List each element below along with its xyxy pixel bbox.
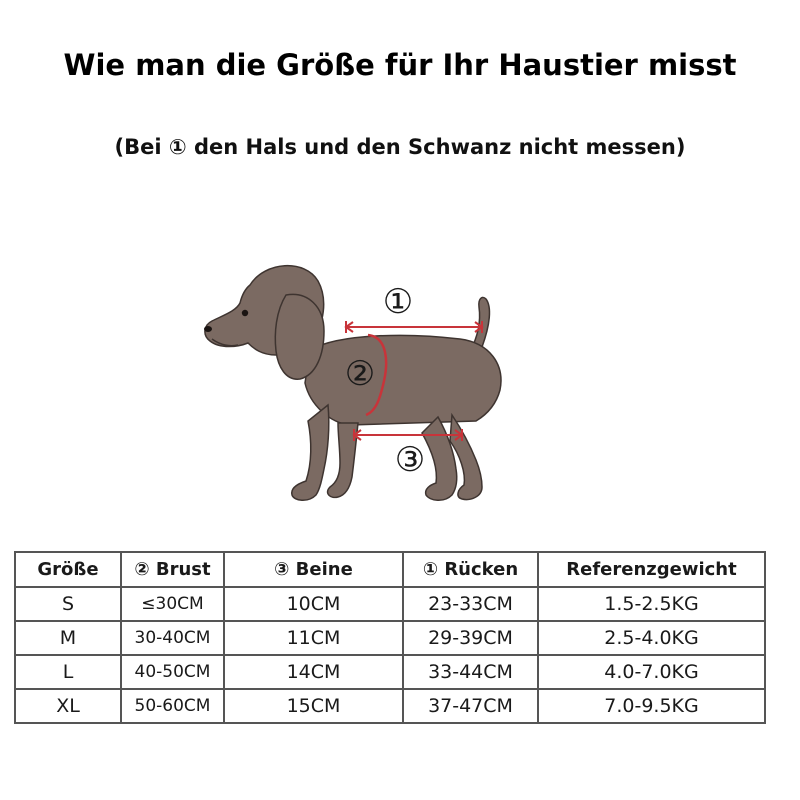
size-table bbox=[14, 551, 766, 724]
back-measurement-line bbox=[346, 321, 482, 333]
cell-size: S bbox=[15, 587, 121, 621]
header-size: Größe bbox=[15, 552, 121, 587]
dog-body bbox=[305, 335, 501, 425]
cell-legs: 14CM bbox=[224, 655, 403, 689]
cell-size: L bbox=[15, 655, 121, 689]
table-row bbox=[15, 689, 765, 723]
cell-back: 33-44CM bbox=[403, 655, 538, 689]
dog-front-leg-front bbox=[292, 405, 329, 500]
cell-chest: 50-60CM bbox=[121, 689, 224, 723]
cell-size: XL bbox=[15, 689, 121, 723]
header-legs: ③ Beine bbox=[224, 552, 403, 587]
cell-weight: 4.0-7.0KG bbox=[538, 655, 765, 689]
cell-back: 23-33CM bbox=[403, 587, 538, 621]
page-title: Wie man die Größe für Ihr Haustier misst bbox=[63, 48, 737, 82]
cell-legs: 15CM bbox=[224, 689, 403, 723]
table-row bbox=[15, 621, 765, 655]
chest-marker: ② bbox=[344, 354, 376, 394]
cell-weight: 2.5-4.0KG bbox=[538, 621, 765, 655]
header-back: ① Rücken bbox=[403, 552, 538, 587]
cell-weight: 7.0-9.5KG bbox=[538, 689, 765, 723]
cell-chest: 40-50CM bbox=[121, 655, 224, 689]
page-subtitle: (Bei ① den Hals und den Schwanz nicht messen) bbox=[114, 135, 686, 159]
table-row bbox=[15, 587, 765, 621]
dog-measurement-illustration bbox=[190, 255, 530, 515]
cell-back: 37-47CM bbox=[403, 689, 538, 723]
cell-legs: 10CM bbox=[224, 587, 403, 621]
table-row bbox=[15, 655, 765, 689]
cell-back: 29-39CM bbox=[403, 621, 538, 655]
cell-chest: ≤30CM bbox=[121, 587, 224, 621]
dog-eye bbox=[242, 310, 248, 316]
table-header-row bbox=[15, 552, 765, 587]
dog-nose bbox=[204, 326, 212, 332]
header-chest: ② Brust bbox=[121, 552, 224, 587]
cell-chest: 30-40CM bbox=[121, 621, 224, 655]
dog-illustration bbox=[190, 255, 530, 515]
legs-marker: ③ bbox=[394, 440, 426, 480]
header-weight: Referenzgewicht bbox=[538, 552, 765, 587]
cell-size: M bbox=[15, 621, 121, 655]
back-marker: ① bbox=[382, 282, 414, 322]
cell-weight: 1.5-2.5KG bbox=[538, 587, 765, 621]
dog-ear bbox=[275, 294, 324, 379]
cell-legs: 11CM bbox=[224, 621, 403, 655]
